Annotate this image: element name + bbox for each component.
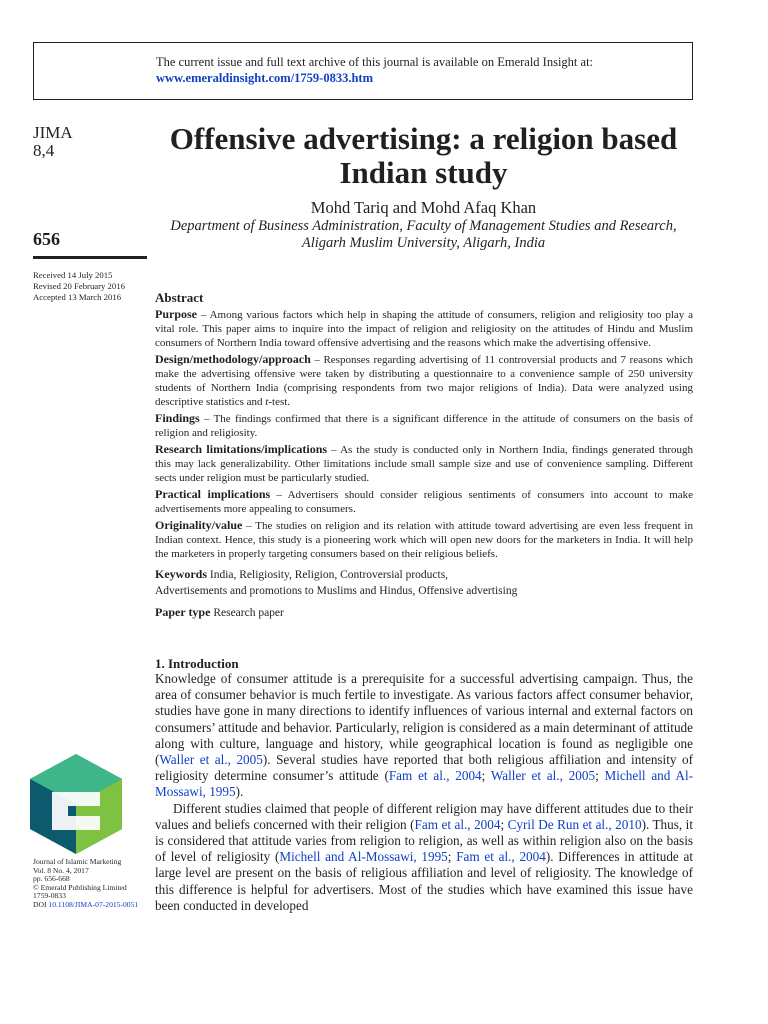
- journal-doi: [33, 901, 138, 910]
- received-date: Received 14 July 2015: [33, 270, 113, 280]
- journal-pages: pp. 656-668: [33, 874, 70, 884]
- text: ). Thus, it is considered that attitude varies from religion to religion, as well as within religion also on the basis of level of religiosity (: [155, 816, 693, 865]
- volume-issue: 8,4: [33, 141, 55, 160]
- text: ;: [481, 768, 491, 784]
- citation-link[interactable]: Waller et al., 2005: [159, 752, 263, 768]
- design-end: -test.: [268, 396, 291, 408]
- limitations-text: – As the study is conducted only in Northern India, findings generated through this may lack generalizability. Other limitations include small sample size and use of convenience sampling. Different sects under religion must be particularly studied.: [155, 444, 693, 484]
- doi-link[interactable]: 10.1108/JIMA-07-2015-0051: [48, 899, 139, 909]
- citation-link[interactable]: Fam et al., 2004: [388, 768, 482, 784]
- text: ).: [235, 784, 244, 800]
- introduction-body: [155, 671, 693, 914]
- abstract-limitations: [155, 442, 693, 485]
- citation-link[interactable]: Fam et al., 2004: [456, 849, 546, 865]
- design-t: t: [265, 396, 269, 408]
- citation-link[interactable]: Fam et al., 2004: [414, 816, 501, 832]
- text: ;: [447, 849, 457, 865]
- paper-type-value: Research paper: [210, 607, 284, 619]
- intro-paragraph-2: [155, 801, 693, 914]
- originality-label: Originality/value: [155, 518, 243, 532]
- design-label: Design/methodology/approach: [155, 352, 311, 366]
- keywords-line2: Advertisements and promotions to Muslims and Hindus, Offensive advertising: [155, 585, 518, 597]
- introduction-heading: 1. Introduction: [155, 656, 239, 671]
- doi-label: DOI: [33, 899, 49, 909]
- text: Different studies claimed that people of different religion may have different attitudes due to their values and beliefs concerned with their religion (: [155, 800, 693, 832]
- practical-label: Practical implications: [155, 487, 271, 501]
- revised-date: Revised 20 February 2016: [33, 281, 125, 291]
- journal-name: Journal of Islamic Marketing: [33, 857, 122, 866]
- text: ;: [500, 816, 508, 832]
- findings-text: – The findings confirmed that there is a significant difference in the attitude of consumers on the basis of religion and religiosity.: [155, 413, 693, 439]
- journal-issn: 1759-0833: [33, 891, 66, 901]
- intro-paragraph-1: [155, 671, 693, 801]
- emerald-logo-icon: [30, 754, 122, 854]
- design-text: – Responses regarding advertising of 11 controversial products and 7 reasons which make the advertising offensive were taken by distributing a questionnaire to a convenience sample of 250 university students of Northern India (comprising respondents from two major religions of India). Data were analyzed using descriptive statistics and: [155, 354, 693, 408]
- limitations-label: Research limitations/implications: [155, 442, 328, 456]
- abstract: [155, 307, 693, 622]
- article-dates: [33, 270, 125, 303]
- originality-text: – The studies on religion and its relation with attitude toward advertising are even less frequent in Indian context. Hence, this study is a pioneering work which will open new doors for the marketers in India. It will help the marketers in properly targeting consumers based on their religious beliefs.: [155, 520, 693, 560]
- keywords: [155, 566, 693, 599]
- journal-volume: [33, 124, 73, 160]
- page-number: 656: [33, 229, 60, 249]
- text: ). Differences in attitude at large level are present on the basis of religious affiliation and level of religiosity. The knowledge of this difference is helpful for advertisers. Most of the studies which have examined this issue have been conducted in developed: [155, 849, 694, 913]
- affiliation: Department of Business Administration, Faculty of Management Studies and Research, Aligarh Muslim University, Aligarh, India: [170, 218, 677, 251]
- practical-text: – Advertisers should consider religious sentiments of consumers into account to make advertisements more appealing to consumers.: [155, 489, 693, 515]
- journal-vol: Vol. 8 No. 4, 2017: [33, 865, 89, 875]
- text: ;: [595, 768, 605, 784]
- abstract-originality: [155, 518, 693, 561]
- keywords-label: Keywords: [155, 567, 207, 581]
- text: Knowledge of consumer attitude is a prerequisite for a successful advertising campaign. Thus, the area of consumer behavior is much fertile to investigate. As various factors affect consumer behavior, studies have gone in many directions to identify influences of various internal and external factors on consumers’ attitude and behavior. Particularly, religion is considered as a main determinant of attitude along with culture, language and history, while geographical location is found as negligible one (: [155, 671, 693, 768]
- journal-url-link[interactable]: www.emeraldinsight.com/1759-0833.htm: [156, 71, 373, 85]
- paper-type: [155, 605, 693, 620]
- purpose-label: Purpose: [155, 307, 197, 321]
- keywords-line1: India, Religiosity, Religion, Controversial products,: [207, 569, 449, 581]
- citation-link[interactable]: Michell and Al-Mossawi, 1995: [279, 849, 448, 865]
- authors: Mohd Tariq and Mohd Afaq Khan: [310, 198, 537, 217]
- journal-info: [33, 858, 138, 910]
- citation-link[interactable]: Michell and Al-Mossawi, 1995: [155, 768, 693, 800]
- journal-copyright: © Emerald Publishing Limited: [33, 882, 127, 892]
- access-notice-text: The current issue and full text archive of this journal is available on Emerald Insight at:: [156, 55, 594, 69]
- findings-label: Findings: [155, 411, 200, 425]
- journal-short-name: JIMA: [33, 123, 73, 142]
- article-title: Offensive advertising: a religion based Indian study: [169, 121, 678, 190]
- citation-link[interactable]: Waller et al., 2005: [490, 768, 596, 784]
- abstract-findings: [155, 411, 693, 440]
- purpose-text: – Among various factors which help in shaping the attitude of consumers, religion and religiosity too play a vital role. This paper aims to inquire into the impact of religion and religiosity on the attitudes of Hindu and Muslim consumers of Northern India toward offensive advertising and the reasons which make the advertising offensive.: [155, 309, 693, 349]
- abstract-purpose: [155, 307, 693, 350]
- access-notice-box: [33, 42, 693, 100]
- margin-rule: [33, 256, 147, 259]
- text: ). Several studies have reported that both religious affiliation and intensity of religiosity determine consumer’s attitude (: [155, 752, 693, 784]
- accepted-date: Accepted 13 March 2016: [33, 292, 122, 302]
- citation-link[interactable]: Cyril De Run et al., 2010: [507, 816, 642, 832]
- abstract-practical: [155, 487, 693, 516]
- abstract-design: [155, 352, 693, 409]
- paper-type-label: Paper type: [155, 605, 211, 619]
- abstract-heading: Abstract: [155, 290, 204, 305]
